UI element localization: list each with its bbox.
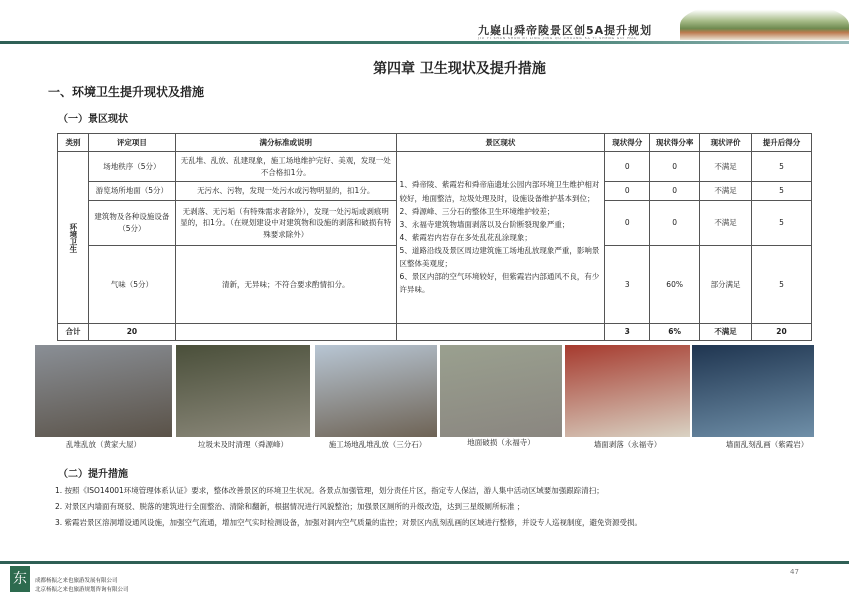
header-cell: 评定项目: [88, 134, 175, 152]
eval-cell: 部分满足: [700, 246, 752, 324]
photo: [565, 345, 690, 437]
eval-cell: 不满足: [700, 152, 752, 182]
empty-cell: [175, 324, 396, 341]
total-score: 3: [605, 324, 650, 341]
table-row: [58, 152, 812, 182]
category-cell: 环境卫生: [58, 152, 89, 324]
standard-cell: 无污水、污物，发现一处污水或污物明显的，扣1分。: [175, 182, 396, 201]
header-cell: 提升后得分: [752, 134, 812, 152]
status-line: 1、舜帝陵、紫霞岩和舜帝庙遗址公园内部环境卫生维护相对较好，地面整洁，垃圾处理及时，设施设备维护基本到位；: [399, 180, 600, 203]
photo: [440, 345, 562, 437]
subsection-heading: （二）提升措施: [58, 469, 128, 480]
photo: [692, 345, 814, 437]
section-heading: 一、环境卫生提升现状及措施: [48, 85, 205, 99]
photo: [315, 345, 437, 437]
eval-cell: 不满足: [700, 201, 752, 246]
status-line: 2、舜源峰、三分石的整体卫生环境维护较差；: [399, 206, 555, 216]
company-logo: 东: [10, 566, 30, 592]
header-subtitle: JIU YI SHAN SHUN DI LING JING QU CHUANG 5A TI SHENG GUI HUA: [478, 36, 637, 40]
item-cell: 场地秩序（5分）: [88, 152, 175, 182]
status-line: 5、道路沿线及景区周边建筑施工场地乱放现象严重，影响景区整体美观度；: [399, 246, 600, 269]
photo-caption: 墙面乱刻乱画（紫霞岩）: [725, 440, 809, 449]
status-line: 4、紫霞岩内岩存在多处乱花乱涂现象；: [399, 232, 532, 242]
page-number: 47: [790, 568, 799, 576]
table-total-row: [58, 324, 812, 341]
standard-cell: 无乱堆、乱放、乱建现象，施工场地维护完好、美观，发现一处不合格扣1分。: [175, 152, 396, 182]
photo-caption: 乱堆乱放（黄家大屋）: [66, 440, 141, 449]
measure-item: 2. 对景区内墙面有斑驳、脱落的建筑进行全面整治、清除和翻新，根据情况进行风貌整治；加强景区厕所的升级改造，达到三星级厕所标准 ；: [55, 502, 525, 511]
photo-caption: 地面破损（永福寺）: [467, 438, 535, 447]
total-label: 合计: [58, 324, 89, 341]
rate-cell: 0: [650, 201, 700, 246]
header-cell: 满分标准或说明: [175, 134, 396, 152]
after-cell: 5: [752, 201, 812, 246]
total-after: 20: [752, 324, 812, 341]
header-cell: 现状得分率: [650, 134, 700, 152]
photo-caption: 施工场地乱堆乱放（三分石）: [328, 440, 427, 449]
photo-caption: 墙面剥落（永福寺）: [593, 440, 662, 449]
standard-cell: 无剥落、无污垢（有特殊需求者除外），发现一处污垢或剥痕明显的，扣1分。（在规划建设中对建筑物和设施的剥落和破损有特殊要求除外）: [175, 201, 396, 246]
subsection-heading: （一）景区现状: [58, 114, 128, 125]
measure-item: 1. 按照《ISO14001环境管理体系认证》要求，整体改善景区的环境卫生状况。各景点加强管理，划分责任片区，指定专人保洁，游人集中活动区域要加强跟踪清扫；: [55, 486, 604, 495]
sanitation-table: [57, 133, 812, 341]
header-landscape-image: [680, 2, 849, 40]
item-cell: 游览场所地面（5分）: [88, 182, 175, 201]
rate-cell: 60%: [650, 246, 700, 324]
rate-cell: 0: [650, 182, 700, 201]
after-cell: 5: [752, 152, 812, 182]
item-cell: 建筑物及各种设施设备（5分）: [88, 201, 175, 246]
score-cell: 0: [605, 152, 650, 182]
score-cell: 3: [605, 246, 650, 324]
total-rate: 6%: [650, 324, 700, 341]
footer-divider: [0, 561, 849, 564]
empty-cell: [396, 324, 605, 341]
photo: [35, 345, 172, 437]
company-name: 成都杨振之来也旅游发展有限公司: [35, 578, 118, 584]
header-divider: [0, 41, 849, 44]
header-cell: 现状评价: [700, 134, 752, 152]
after-cell: 5: [752, 182, 812, 201]
table-header-row: [58, 134, 812, 152]
score-cell: 0: [605, 182, 650, 201]
status-cell: [396, 152, 605, 324]
total-eval: 不满足: [700, 324, 752, 341]
header-cell: 类别: [58, 134, 89, 152]
after-cell: 5: [752, 246, 812, 324]
header-cell: 现状得分: [605, 134, 650, 152]
header-title: 九嶷山舜帝陵景区创5A提升规划: [478, 24, 653, 37]
total-full: 20: [88, 324, 175, 341]
chapter-title: 第四章 卫生现状及提升措施: [373, 61, 546, 77]
measure-item: 3. 紫霞岩景区溶洞增设通风设施，加强空气流通，增加空气实时检测设备，加强对洞内空气质量的监控；对景区内乱刻乱画的区域进行整修，并设专人巡视制度，避免资源受损。: [55, 518, 643, 527]
photo: [176, 345, 310, 437]
status-line: 3、永福寺建筑物墙面剥落以及台阶断裂现象严重；: [399, 219, 570, 229]
score-cell: 0: [605, 201, 650, 246]
rate-cell: 0: [650, 152, 700, 182]
item-cell: 气味（5分）: [88, 246, 175, 324]
eval-cell: 不满足: [700, 182, 752, 201]
status-line: 6、景区内部的空气环境较好，但紫霞岩内部通风不良，有少许异味。: [399, 272, 600, 295]
company-name: 北京杨振之来也旅游规划咨询有限公司: [35, 587, 129, 593]
header-cell: 景区现状: [396, 134, 605, 152]
standard-cell: 清新，无异味；不符合要求酌情扣分。: [175, 246, 396, 324]
photo-caption: 垃圾未及时清理（舜源峰）: [198, 440, 288, 449]
